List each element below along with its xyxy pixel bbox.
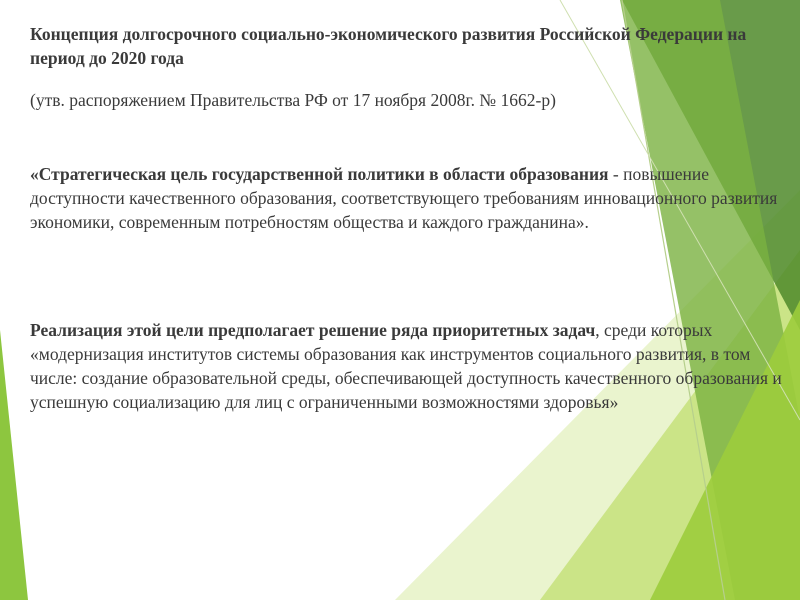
left-green-bar: [0, 330, 28, 600]
paragraph-strategic-goal-body: - повышение доступности качественного образования, соответствующего требованиям инновационного развития экономики, современным потребностям общества и каждого гражданина».: [30, 164, 778, 232]
paragraph-priority-tasks: [30, 318, 800, 414]
slide-subtitle: (утв. распоряжением Правительства РФ от 17 ноября 2008г. № 1662-р): [30, 90, 556, 110]
slide-title: Концепция долгосрочного социально-экономического развития Российской Федерации на период до 2020 года: [30, 24, 747, 68]
paragraph-strategic-goal: [30, 162, 800, 234]
paragraph-priority-tasks-body: , среди которых «модернизация институтов системы образования как инструментов социального развития, в том числе: создание образовательной среды, обеспечивающей доступность качественного образования и успешную социализацию для лиц с ограниченными возможностями здоровья»: [30, 320, 782, 412]
paragraph-priority-tasks-lead: Реализация этой цели предполагает решение ряда приоритетных задач: [30, 320, 596, 340]
paragraph-strategic-goal-lead: «Стратегическая цель государственной политики в области образования: [30, 164, 609, 184]
